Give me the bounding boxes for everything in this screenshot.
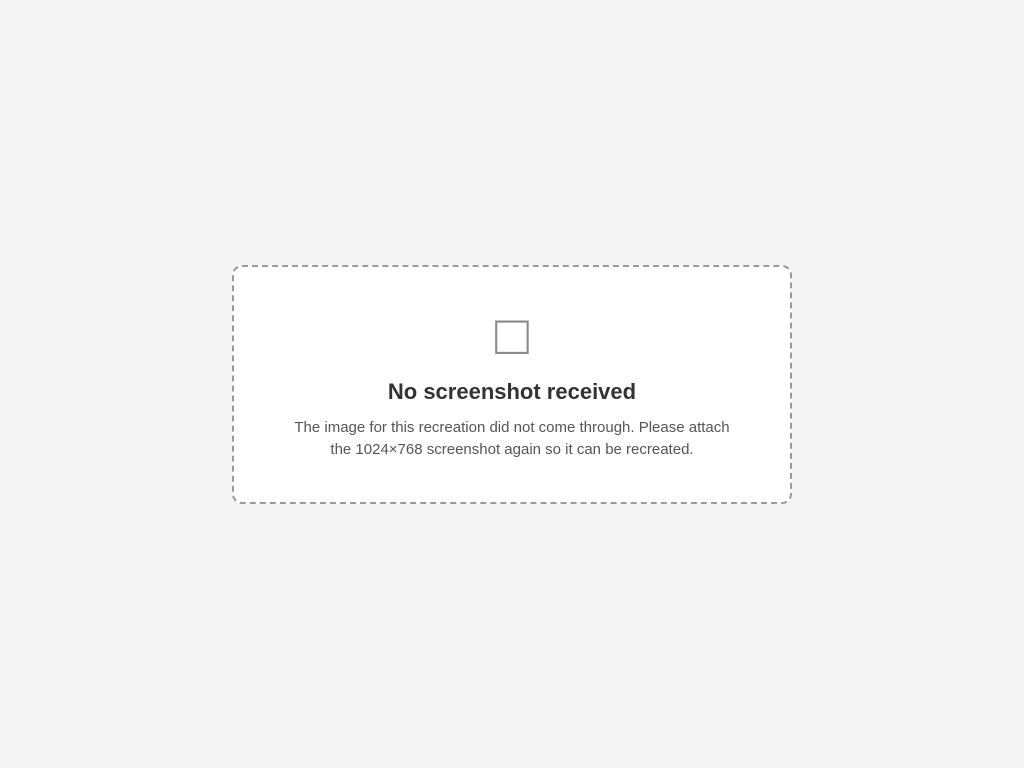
notice-message: The image for this recreation did not come through. Please attach the 1024×768 screenshot again so it can be recreated. [294, 418, 730, 458]
image-icon: □ [495, 302, 529, 366]
notice-title: No screenshot received [387, 378, 637, 404]
missing-image-notice [232, 265, 792, 504]
